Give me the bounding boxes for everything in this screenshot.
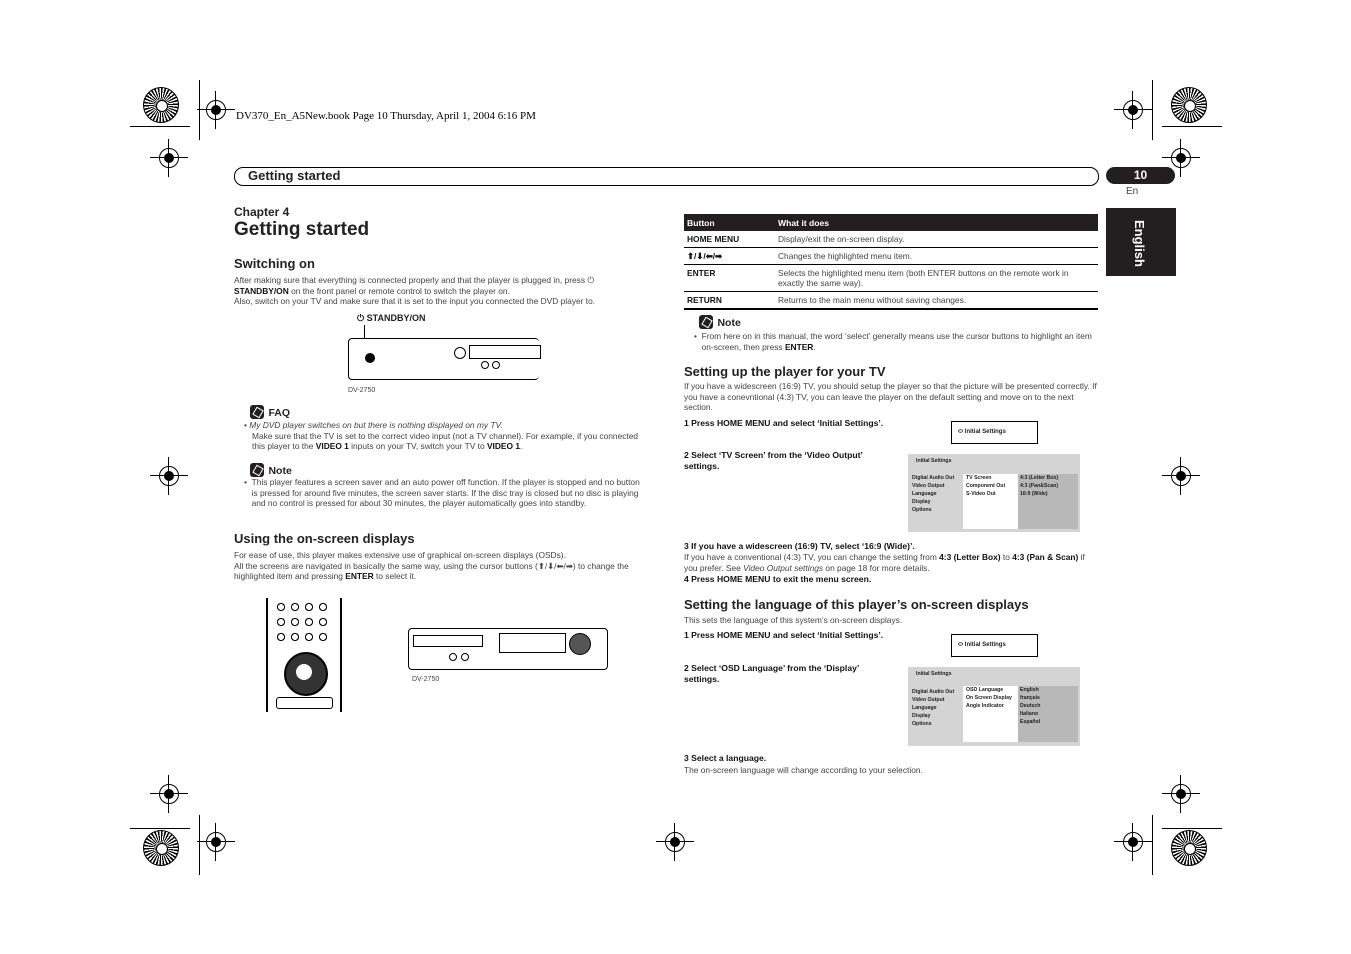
osd-text: For ease of use, this player makes extensive use of graphical on-screen displays (OSDs). All the screens are navigated in basically the same way, using the cursor buttons (⬆/⬇/⬅/➡) to change the highlighted item and pressing ENTER to select it. [234,550,629,581]
osd-option-item: English [1020,687,1039,693]
registration-mark-icon [206,832,226,852]
registration-mark-icon [1171,148,1191,168]
osd-initial-settings-button: ⬭ Initial Settings [951,421,1038,444]
lang-step-1: 1 Press HOME MENU and select ‘Initial Settings’. [684,630,884,640]
file-header: DV370_En_A5New.book Page 10 Thursday, April 1, 2004 6:16 PM [236,110,536,122]
osd-title: Initial Settings [916,458,952,464]
registration-mark-icon [1123,832,1143,852]
table-header: Button [684,214,775,231]
registration-mark-icon [159,466,179,486]
osd-setting-item: TV Screen [966,475,992,481]
osd-menu-item: Language [912,705,937,711]
osd-title: Initial Settings [916,671,952,677]
osd-option-item: Español [1020,719,1041,725]
faq-box: FAQ [250,403,290,421]
osd-option-item: français [1020,695,1040,701]
tv-setup-heading: Setting up the player for your TV [684,364,886,379]
page-title: Getting started [234,219,370,240]
osd-option-item: Deutsch [1020,703,1041,709]
table-row: HOME MENU Display/exit the on-screen display. [684,231,1098,248]
osd-setting-item: Angle Indicator [966,703,1004,709]
osd-menu-item: Options [912,721,932,727]
lang-step-3-body: The on-screen language will change according to your selection. [684,765,923,775]
osd-setting-item: S-Video Out [966,491,996,497]
osd-menu-item: Options [912,507,932,513]
faq-icon [250,405,264,419]
remote-control-illustration [266,598,342,712]
tv-step-4: 4 Press HOME MENU to exit the menu screen. [684,574,872,584]
registration-mark-icon [159,784,179,804]
osd-menu-item: Digital Audio Out [912,475,955,481]
registration-mark-icon [159,148,179,168]
disc-icon: ⬭ [958,429,964,435]
star-target-icon [143,830,179,866]
osd-option-item: Italiano [1020,711,1039,717]
switching-heading: Switching on [234,256,315,271]
tv-step-3: 3 If you have a widescreen (16:9) TV, select ‘16:9 (Wide)’. [684,541,915,551]
table-row: ENTER Selects the highlighted menu item (both ENTER buttons on the remote work in exactly the same way). [684,265,1098,292]
table-header: What it does [775,214,1098,231]
registration-mark-icon [1171,784,1191,804]
standby-label: ⏻ STANDBY/ON [357,313,426,323]
disc-icon: ⬭ [958,642,964,648]
osd-setting-item: On Screen Display [966,695,1012,701]
faq-content: • My DVD player switches on but there is nothing displayed on my TV. Make sure that the TV is set to the correct video input (not a TV channel). For example, if you connected this player to the VIDEO 1 inputs on your TV, switch your TV to VIDEO 1. [244,420,639,451]
osd-menu-item: Video Output [912,483,945,489]
tv-step-3-body: If you have a conventional (4:3) TV, you can change the setting from 4:3 (Letter Box) to 4:3 (Pan & Scan) if you prefer. See Video Output settings on page 18 for more details. [684,552,1085,573]
osd-menu-item: Display [912,499,931,505]
note-box: Note [250,461,292,479]
section-title: Getting started [248,168,341,183]
note-box-right: Note [699,313,741,331]
language-tab-label: English [1132,220,1147,267]
dvd-player-illustration [348,338,539,380]
language-tab [1106,208,1176,276]
lang-step-3: 3 Select a language. [684,753,767,763]
star-target-icon [143,87,179,123]
switching-text: After making sure that everything is connected properly and that the player is plugged in, press ⏻ STANDBY/ON on the front panel or remote control to switch the player on. Also, switch on your TV and make sure that it is set to the input you connected the DVD player to. [234,275,596,306]
button-table [684,214,1098,310]
page-number: 10 [1106,167,1175,184]
osd-menu-item: Digital Audio Out [912,689,955,695]
table-row: ⬆/⬇/⬅/➡ Changes the highlighted menu item. [684,248,1098,265]
registration-mark-icon [665,832,685,852]
osd-display-screen [908,667,1080,746]
power-button-icon [365,353,375,363]
star-target-icon [1171,830,1207,866]
note-icon [250,463,264,477]
registration-mark-icon [1171,466,1191,486]
osd-option-item: 4:3 (Letter Box) [1020,475,1059,481]
osd-initial-settings-button: ⬭ Initial Settings [951,634,1038,657]
model-label: DV-2750 [412,676,440,683]
tv-step-1: 1 Press HOME MENU and select ‘Initial Settings’. [684,418,884,428]
model-label: DV-2750 [348,387,376,394]
table-row: RETURN Returns to the main menu without saving changes. [684,292,1098,310]
osd-video-output-screen [908,454,1080,532]
chapter-label: Chapter 4 [234,205,290,219]
section-bar [234,167,1099,186]
lang-setup-heading: Setting the language of this player’s on-screen displays [684,597,1029,612]
star-target-icon [1171,87,1207,123]
lang-step-2: 2 Select ‘OSD Language’ from the ‘Display’ settings. [684,663,859,684]
osd-heading: Using the on-screen displays [234,531,415,546]
osd-setting-item: OSD Language [966,687,1004,693]
osd-setting-item: Component Out [966,483,1006,489]
tv-step-2: 2 Select ‘TV Screen’ from the ‘Video Output’ settings. [684,450,863,471]
dvd-player-front-illustration [408,628,608,670]
osd-menu-item: Video Output [912,697,945,703]
registration-mark-icon [1123,100,1143,120]
lang-setup-intro: This sets the language of this system’s on-screen displays. [684,615,903,625]
note-content-right: • From here on in this manual, the word ‘select’ generally means use the cursor buttons to highlight an item on-screen, then press ENTER. [694,331,1092,352]
note-content: • This player features a screen saver and an auto power off function. If the player is stopped and no button is pressed for around five minutes, the screen saver starts. If the disc tray is closed but no disc is playing and no control is pressed for about 30 minutes, the player automatically goes into standby. [244,477,640,508]
osd-option-item: 4:3 (Pan&Scan) [1020,483,1059,489]
note-icon [699,315,713,329]
registration-mark-icon [206,100,226,120]
osd-menu-item: Language [912,491,937,497]
osd-menu-item: Display [912,713,931,719]
page-lang-code: En [1126,186,1139,197]
osd-option-item: 16:9 (Wide) [1020,491,1048,497]
tv-setup-intro: If you have a widescreen (16:9) TV, you should setup the player so that the picture will be presented correctly. If you have a conevntional (4:3) TV, you can leave the player on the default setting and move on to the next section. [684,381,1097,412]
